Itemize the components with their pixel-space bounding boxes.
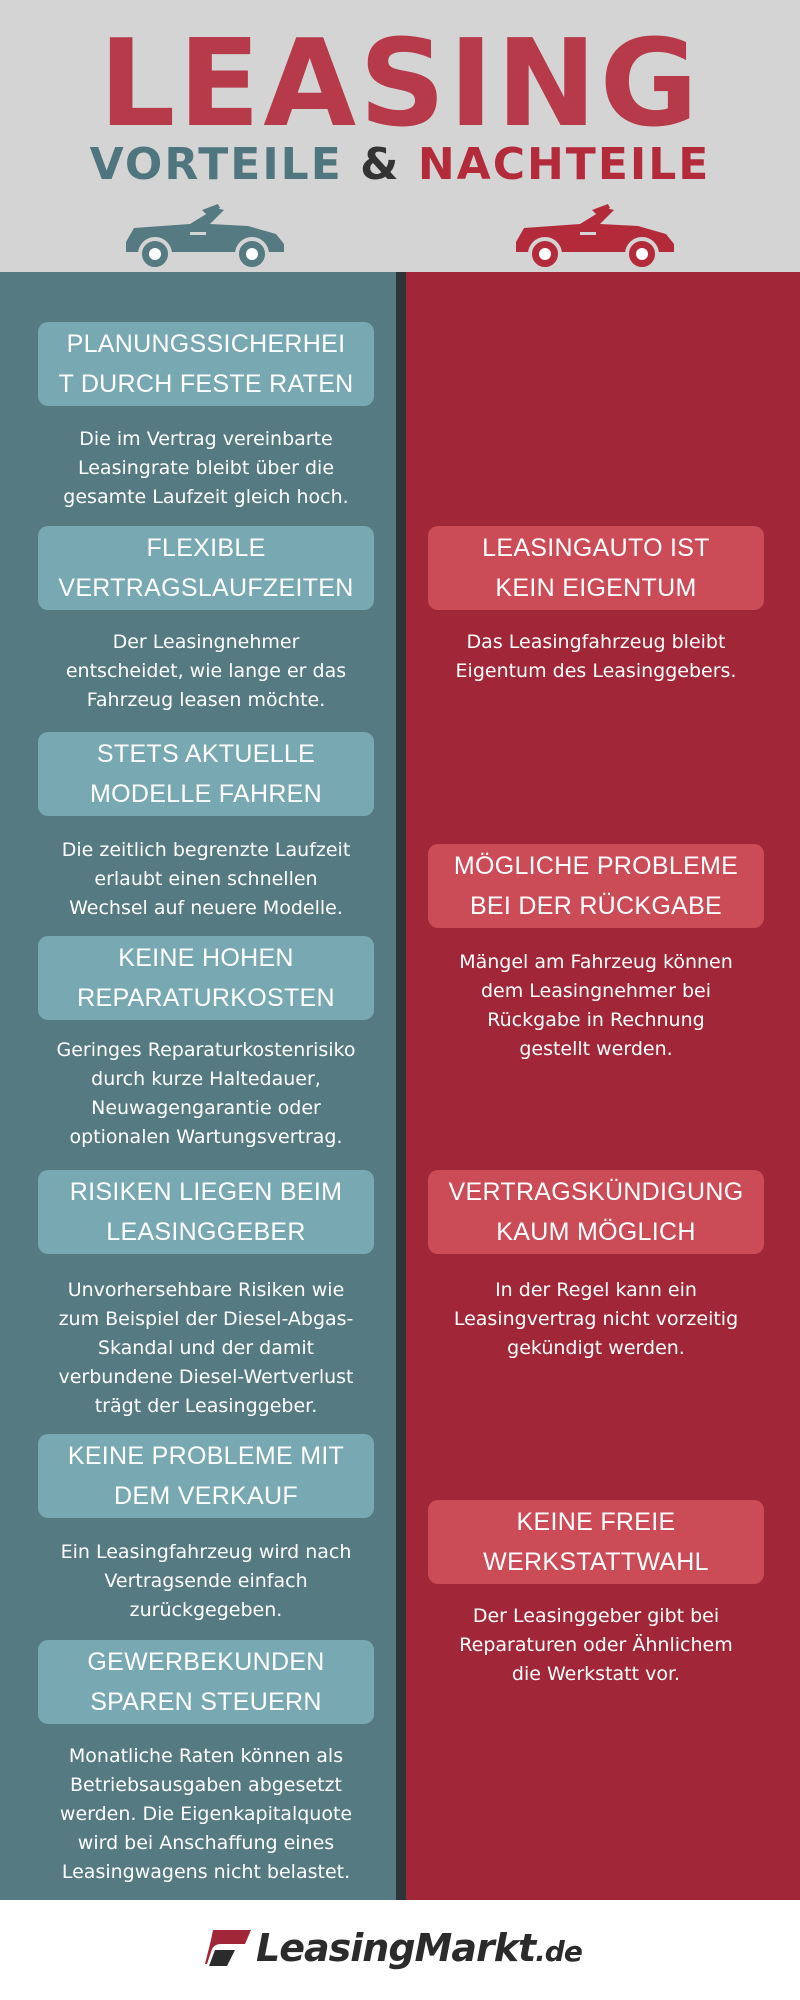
con-desc-4: Der Leasinggeber gibt bei Reparaturen oder Ähnlichem die Werkstatt vor.	[459, 1605, 733, 1685]
column-divider	[396, 272, 406, 1900]
convertible-car-icon-teal	[120, 198, 290, 272]
brand-tld: .de	[535, 1935, 582, 1968]
pro-desc-1: Die im Vertrag vereinbarte Leasingrate bleibt über die gesamte Laufzeit gleich hoch.	[63, 428, 349, 508]
con-title-4: KEINE FREIE WERKSTATTWAHL	[428, 1500, 764, 1584]
con-title-3: VERTRAGSKÜNDIGUNG KAUM MÖGLICH	[428, 1170, 764, 1254]
brand-name: LeasingMarkt	[256, 1926, 536, 1970]
pro-desc-5: Unvorhersehbare Risiken wie zum Beispiel der Diesel-Abgas- Skandal und der damit verbundene Diesel-Wertverlust trägt der Leasinggeber.	[58, 1279, 354, 1417]
subtitle-cons: NACHTEILE	[417, 139, 711, 190]
pro-desc-3: Die zeitlich begrenzte Laufzeit erlaubt einen schnellen Wechsel auf neuere Modelle.	[61, 839, 351, 919]
page-title: LEASING	[98, 15, 702, 154]
page-subtitle	[0, 135, 800, 195]
pro-title-5: RISIKEN LIEGEN BEIM LEASINGGEBER	[38, 1170, 374, 1254]
pro-title-2: FLEXIBLE VERTRAGSLAUFZEITEN	[38, 526, 374, 610]
con-title-2: MÖGLICHE PROBLEME BEI DER RÜCKGABE	[428, 844, 764, 928]
con-desc-1: Das Leasingfahrzeug bleibt Eigentum des Leasinggebers.	[455, 631, 737, 682]
header	[0, 0, 800, 272]
subtitle-pros: VORTEILE	[89, 139, 343, 190]
pro-title-1: PLANUNGSSICHERHEI T DURCH FESTE RATEN	[38, 322, 374, 406]
pro-desc-4: Geringes Reparaturkostenrisiko durch kurze Haltedauer, Neuwagengarantie oder optionalen Wartungsvertrag.	[56, 1039, 356, 1148]
pro-title-7: GEWERBEKUNDEN SPAREN STEUERN	[38, 1640, 374, 1724]
pro-title-3: STETS AKTUELLE MODELLE FAHREN	[38, 732, 374, 816]
subtitle-ampersand: &	[360, 139, 401, 190]
pro-desc-7: Monatliche Raten können als Betriebsausgaben abgesetzt werden. Die Eigenkapitalquote wird bei Anschaffung eines Leasingwagens nicht belastet.	[59, 1745, 353, 1883]
pro-desc-2: Der Leasingnehmer entscheidet, wie lange er das Fahrzeug leasen möchte.	[65, 631, 347, 711]
convertible-car-icon-red	[510, 198, 680, 272]
pro-desc-6: Ein Leasingfahrzeug wird nach Vertragsende einfach zurückgegeben.	[60, 1541, 352, 1621]
brand-logo[interactable]	[256, 1922, 582, 1978]
con-desc-2: Mängel am Fahrzeug können dem Leasingnehmer bei Rückgabe in Rechnung gestellt werden.	[459, 951, 733, 1060]
con-title-1: LEASINGAUTO IST KEIN EIGENTUM	[428, 526, 764, 610]
leasingmarkt-logo-icon	[205, 1926, 253, 1970]
pro-title-4: KEINE HOHEN REPARATURKOSTEN	[38, 936, 374, 1020]
pro-title-6: KEINE PROBLEME MIT DEM VERKAUF	[38, 1434, 374, 1518]
con-desc-3: In der Regel kann ein Leasingvertrag nicht vorzeitig gekündigt werden.	[453, 1279, 739, 1359]
footer	[0, 1900, 800, 2000]
